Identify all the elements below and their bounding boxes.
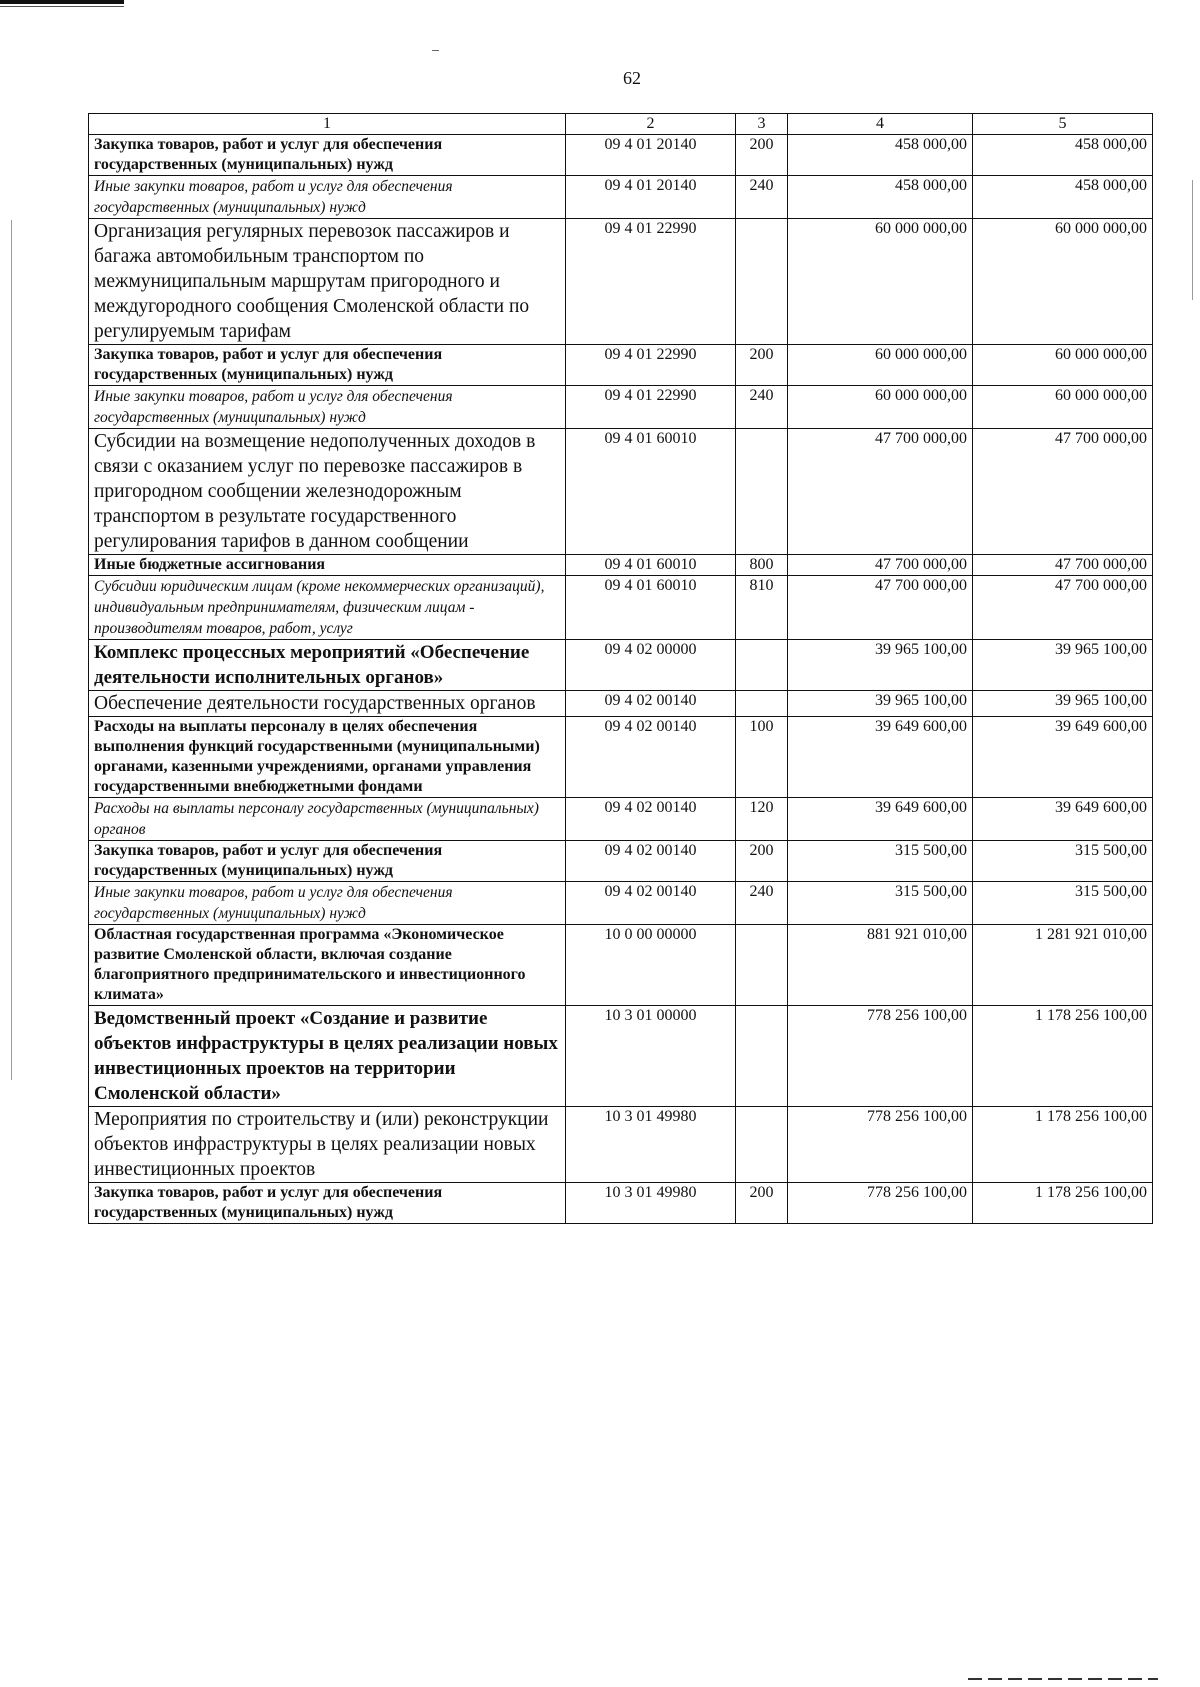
row-sum-2: 1 281 921 010,00 [973, 925, 1153, 1006]
row-sum-1: 47 700 000,00 [788, 429, 973, 555]
row-code: 09 4 02 00140 [566, 841, 736, 882]
row-sum-1: 778 256 100,00 [788, 1183, 973, 1224]
table-row [89, 691, 1153, 717]
row-sum-2: 47 700 000,00 [973, 576, 1153, 640]
table-row [89, 841, 1153, 882]
row-sum-2: 1 178 256 100,00 [973, 1006, 1153, 1107]
row-kvr: 120 [736, 798, 788, 841]
table-row [89, 882, 1153, 925]
scan-edge-left [11, 220, 12, 1080]
row-sum-2: 315 500,00 [973, 841, 1153, 882]
row-kvr [736, 640, 788, 691]
row-code: 09 4 02 00140 [566, 691, 736, 717]
row-code: 10 0 00 00000 [566, 925, 736, 1006]
top-rule [0, 0, 124, 4]
row-code: 09 4 01 60010 [566, 576, 736, 640]
table-row [89, 135, 1153, 176]
row-name: Субсидии юридическим лицам (кроме некоммерческих организаций), индивидуальным предпринимателям, физическим лицам - производителям товаров, работ, услуг [89, 576, 566, 640]
table-row [89, 386, 1153, 429]
row-sum-2: 1 178 256 100,00 [973, 1183, 1153, 1224]
table-row [89, 925, 1153, 1006]
row-name: Субсидии на возмещение недополученных доходов в связи с оказанием услуг по перевозке пассажиров в пригородном сообщении железнодорожным транспортом в результате государственного регулирования тарифов в данном сообщении [89, 429, 566, 555]
row-name: Ведомственный проект «Создание и развитие объектов инфраструктуры в целях реализации новых инвестиционных проектов на территории Смоленской области» [89, 1006, 566, 1107]
row-sum-1: 778 256 100,00 [788, 1107, 973, 1183]
header-col-4: 4 [788, 114, 973, 135]
row-sum-1: 60 000 000,00 [788, 386, 973, 429]
row-name: Расходы на выплаты персоналу государственных (муниципальных) органов [89, 798, 566, 841]
row-kvr: 240 [736, 176, 788, 219]
row-code: 09 4 02 00000 [566, 640, 736, 691]
row-name: Обеспечение деятельности государственных органов [89, 691, 566, 717]
row-name: Иные бюджетные ассигнования [89, 555, 566, 576]
row-kvr [736, 429, 788, 555]
table-row [89, 429, 1153, 555]
row-sum-1: 458 000,00 [788, 176, 973, 219]
table-row [89, 176, 1153, 219]
row-sum-1: 47 700 000,00 [788, 576, 973, 640]
header-col-3: 3 [736, 114, 788, 135]
scan-mark-bottom [968, 1678, 1158, 1680]
row-sum-2: 458 000,00 [973, 176, 1153, 219]
table-row [89, 640, 1153, 691]
header-col-5: 5 [973, 114, 1153, 135]
row-sum-2: 39 965 100,00 [973, 640, 1153, 691]
row-sum-1: 39 649 600,00 [788, 717, 973, 798]
header-col-1: 1 [89, 114, 566, 135]
row-code: 09 4 01 20140 [566, 176, 736, 219]
row-kvr: 100 [736, 717, 788, 798]
top-rule-thin [0, 6, 124, 7]
row-code: 09 4 01 22990 [566, 386, 736, 429]
row-name: Иные закупки товаров, работ и услуг для обеспечения государственных (муниципальных) нужд [89, 882, 566, 925]
row-kvr: 240 [736, 882, 788, 925]
row-sum-1: 47 700 000,00 [788, 555, 973, 576]
row-name: Мероприятия по строительству и (или) реконструкции объектов инфраструктуры в целях реализации новых инвестиционных проектов [89, 1107, 566, 1183]
row-sum-2: 39 649 600,00 [973, 717, 1153, 798]
row-name: Закупка товаров, работ и услуг для обеспечения государственных (муниципальных) нужд [89, 135, 566, 176]
row-code: 10 3 01 49980 [566, 1107, 736, 1183]
table-row [89, 798, 1153, 841]
table-row [89, 219, 1153, 345]
table-header-row [89, 114, 1153, 135]
row-sum-2: 47 700 000,00 [973, 429, 1153, 555]
table-row [89, 555, 1153, 576]
row-sum-2: 47 700 000,00 [973, 555, 1153, 576]
row-sum-1: 315 500,00 [788, 841, 973, 882]
row-sum-1: 881 921 010,00 [788, 925, 973, 1006]
scan-mark [432, 50, 439, 51]
scan-edge-right [1192, 180, 1193, 300]
row-sum-1: 60 000 000,00 [788, 345, 973, 386]
row-name: Областная государственная программа «Экономическое развитие Смоленской области, включая создание благоприятного предпринимательского и инвестиционного климата» [89, 925, 566, 1006]
table-row [89, 1006, 1153, 1107]
row-code: 09 4 02 00140 [566, 717, 736, 798]
row-kvr: 200 [736, 1183, 788, 1224]
row-code: 09 4 02 00140 [566, 882, 736, 925]
row-sum-2: 458 000,00 [973, 135, 1153, 176]
row-name: Организация регулярных перевозок пассажиров и багажа автомобильным транспортом по межмуниципальным маршрутам пригородного и междугородного сообщения Смоленской области по регулируемым тарифам [89, 219, 566, 345]
row-kvr: 240 [736, 386, 788, 429]
row-kvr: 200 [736, 345, 788, 386]
row-name: Комплекс процессных мероприятий «Обеспечение деятельности исполнительных органов» [89, 640, 566, 691]
row-code: 09 4 01 22990 [566, 345, 736, 386]
row-code: 09 4 01 22990 [566, 219, 736, 345]
row-sum-1: 315 500,00 [788, 882, 973, 925]
table-row [89, 1183, 1153, 1224]
row-sum-2: 39 649 600,00 [973, 798, 1153, 841]
row-code: 09 4 01 20140 [566, 135, 736, 176]
row-kvr: 810 [736, 576, 788, 640]
row-sum-1: 39 965 100,00 [788, 640, 973, 691]
row-sum-1: 60 000 000,00 [788, 219, 973, 345]
row-kvr [736, 1006, 788, 1107]
row-kvr [736, 219, 788, 345]
header-col-2: 2 [566, 114, 736, 135]
row-code: 10 3 01 49980 [566, 1183, 736, 1224]
row-code: 10 3 01 00000 [566, 1006, 736, 1107]
table-row [89, 345, 1153, 386]
row-sum-2: 60 000 000,00 [973, 386, 1153, 429]
row-name: Закупка товаров, работ и услуг для обеспечения государственных (муниципальных) нужд [89, 1183, 566, 1224]
row-kvr: 200 [736, 841, 788, 882]
row-kvr [736, 691, 788, 717]
row-name: Закупка товаров, работ и услуг для обеспечения государственных (муниципальных) нужд [89, 841, 566, 882]
row-code: 09 4 01 60010 [566, 555, 736, 576]
budget-table [88, 113, 1153, 1224]
row-kvr: 200 [736, 135, 788, 176]
row-name: Иные закупки товаров, работ и услуг для обеспечения государственных (муниципальных) нужд [89, 176, 566, 219]
row-sum-1: 39 965 100,00 [788, 691, 973, 717]
row-sum-2: 60 000 000,00 [973, 219, 1153, 345]
row-name: Закупка товаров, работ и услуг для обеспечения государственных (муниципальных) нужд [89, 345, 566, 386]
row-sum-2: 39 965 100,00 [973, 691, 1153, 717]
table-row [89, 717, 1153, 798]
table-row [89, 576, 1153, 640]
row-sum-2: 1 178 256 100,00 [973, 1107, 1153, 1183]
row-code: 09 4 02 00140 [566, 798, 736, 841]
page-number: 62 [623, 68, 641, 88]
row-kvr: 800 [736, 555, 788, 576]
row-sum-1: 778 256 100,00 [788, 1006, 973, 1107]
table-row [89, 1107, 1153, 1183]
row-sum-2: 315 500,00 [973, 882, 1153, 925]
row-kvr [736, 1107, 788, 1183]
row-sum-1: 39 649 600,00 [788, 798, 973, 841]
row-code: 09 4 01 60010 [566, 429, 736, 555]
row-sum-1: 458 000,00 [788, 135, 973, 176]
row-name: Иные закупки товаров, работ и услуг для обеспечения государственных (муниципальных) нужд [89, 386, 566, 429]
row-name: Расходы на выплаты персоналу в целях обеспечения выполнения функций государственными (муниципальными) органами, казенными учреждениями, органами управления государственными внебюджетными фондами [89, 717, 566, 798]
row-kvr [736, 925, 788, 1006]
row-sum-2: 60 000 000,00 [973, 345, 1153, 386]
